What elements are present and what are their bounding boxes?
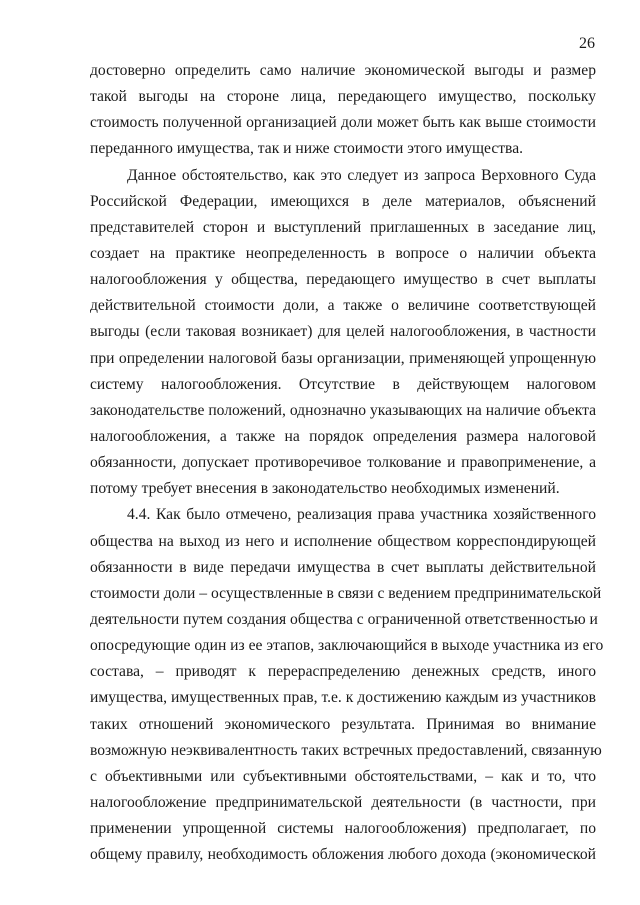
text-line: Российской Федерации, имеющихся в деле материалов, объяснений (90, 192, 596, 210)
text-line: Данное обстоятельство, как это следует из запроса Верховного Суда (127, 166, 596, 184)
text-line: общему правилу, необходимость обложения любого дохода (экономической (90, 846, 596, 864)
text-line: переданного имущества, так и ниже стоимости этого имущества. (90, 140, 524, 158)
paragraph-uncertainty (90, 163, 596, 503)
paragraph-continuation (90, 58, 596, 163)
text-line: налогообложение предпринимательской деятельности (в частности, при (90, 793, 596, 811)
text-line: налогообложения у общества, передающего имущество в счет выплаты (90, 271, 596, 289)
text-line: стоимость полученной организацией доли может быть как выше стоимости (90, 114, 596, 132)
text-line: имущества, имущественных прав, т.е. к достижению каждым из участников (90, 689, 596, 707)
text-line: состава, – приводят к перераспределению денежных средств, иного (90, 663, 596, 681)
text-line: действительной стоимости доли, а также о величине соответствующей (90, 297, 596, 315)
text-line: при определении налоговой базы организации, применяющей упрощенную (90, 349, 596, 367)
text-line: стоимости доли – осуществленные в связи с ведением предпринимательской (90, 584, 602, 602)
text-line: возможную неэквивалентность таких встречных предоставлений, связанную (90, 741, 602, 759)
text-line: создает на практике неопределенность в вопросе о наличии объекта (90, 244, 596, 262)
text-line: потому требует внесения в законодательство необходимых изменений. (90, 480, 560, 498)
text-line: выгоды (если таковая возникает) для целей налогообложения, в частности (90, 323, 596, 341)
text-line: применении упрощенной системы налогообложения) предполагает, по (90, 820, 596, 838)
text-line: таких отношений экономического результата. Принимая во внимание (90, 715, 596, 733)
text-line: опосредующие один из ее этапов, заключающийся в выходе участника из его (90, 637, 604, 655)
text-line: законодательстве положений, однозначно указывающих на наличие объекта (90, 401, 596, 419)
paragraph-section-4-4 (90, 502, 604, 868)
text-line: представителей сторон и выступлений приглашенных в заседание лиц, (90, 218, 596, 236)
text-line: налогообложения, а также на порядок определения размера налоговой (90, 427, 596, 445)
text-line: такой выгоды на стороне лица, передающего имущество, поскольку (90, 88, 596, 106)
text-line: 4.4. Как было отмечено, реализация права участника хозяйственного (127, 506, 596, 524)
text-line: общества на выход из него и исполнение обществом корреспондирующей (90, 532, 596, 550)
text-line: достоверно определить само наличие экономической выгоды и размер (90, 62, 596, 79)
text-line: деятельности путем создания общества с ограниченной ответственностью и (90, 610, 598, 628)
text-line: с объективными или субъективными обстоятельствами, – как и то, что (90, 767, 596, 785)
text-line: систему налогообложения. Отсутствие в действующем налоговом (90, 375, 596, 393)
document-body (90, 58, 604, 868)
text-line: обязанности, допускает противоречивое толкование и правоприменение, а (90, 454, 596, 472)
text-line: обязанности в виде передачи имущества в счет выплаты действительной (90, 558, 596, 576)
page-number: 26 (579, 35, 595, 52)
